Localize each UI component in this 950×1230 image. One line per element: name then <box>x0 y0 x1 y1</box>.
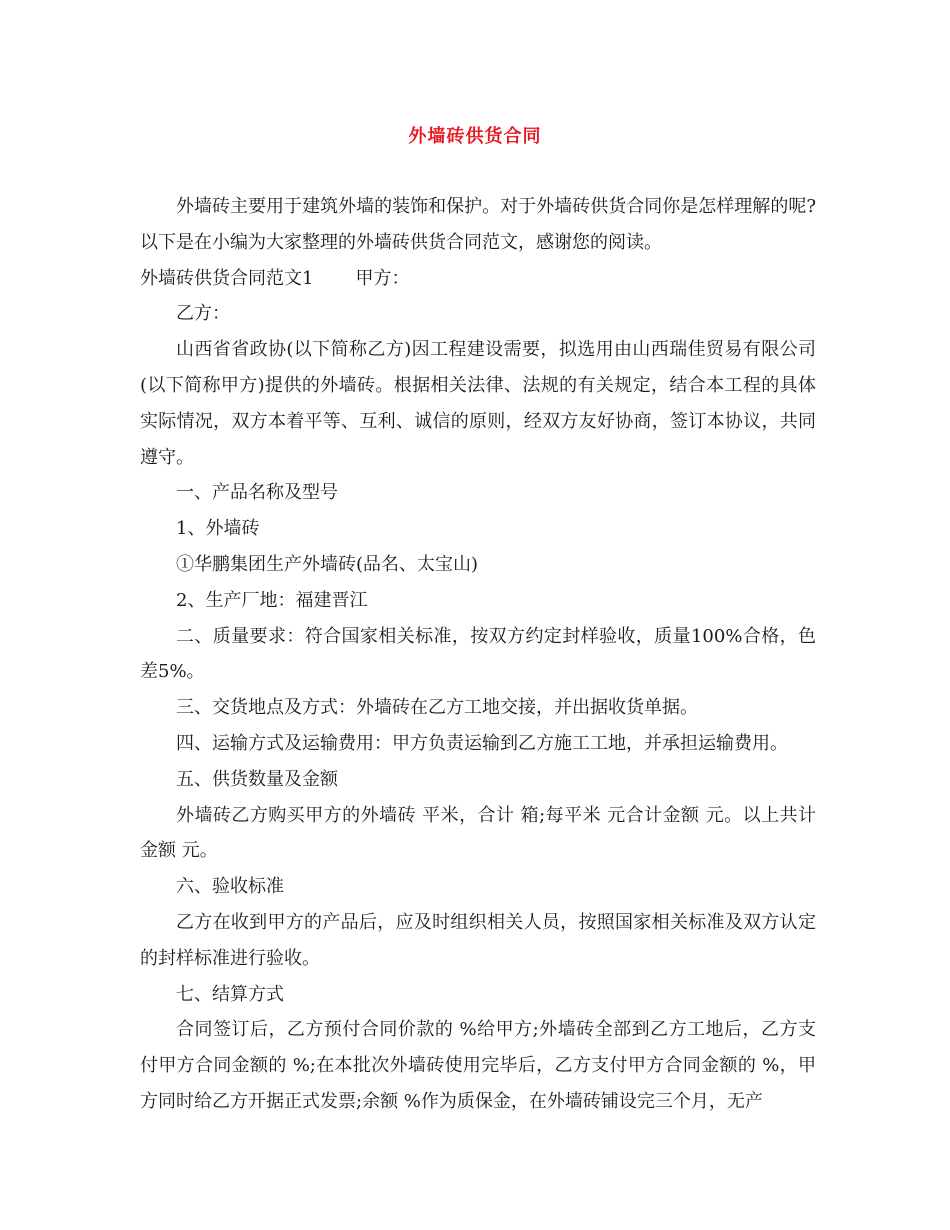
section-7-heading: 七、结算方式 <box>176 983 284 1005</box>
section-5-heading: 五、供货数量及金额 <box>176 768 338 790</box>
section-4-paragraph: 四、运输方式及运输费用：甲方负责运输到乙方施工工地，并承担运输费用。 <box>176 732 788 754</box>
section-1-item-2: 2、生产厂地：福建晋江 <box>176 589 368 611</box>
party-a-label: 甲方： <box>355 267 410 289</box>
party-b-label: 乙方： <box>176 303 230 325</box>
section-3-paragraph: 三、交货地点及方式：外墙砖在乙方工地交接，并出据收货单据。 <box>176 697 698 719</box>
document-title: 外墙砖供货合同 <box>408 126 542 147</box>
section-1-heading: 一、产品名称及型号 <box>176 482 338 504</box>
section-5-paragraph: 外墙砖乙方购买甲方的外墙砖 平米，合计 箱;每平米 元合计金额 元。以上共计金额 元。 <box>140 804 816 862</box>
section-1-item-1: 1、外墙砖 <box>176 518 260 540</box>
document-body <box>140 189 816 1120</box>
section-7-paragraph: 合同签订后，乙方预付合同价款的 %给甲方;外墙砖全部到乙方工地后，乙方支付甲方合同金额的 %;在本批次外墙砖使用完毕后，乙方支付甲方合同金额的 %，甲方同时给乙方开据正式发票;余额 %作为质保金，在外墙砖铺设完三个月，无产 <box>140 1019 816 1112</box>
section-6-paragraph: 乙方在收到甲方的产品后，应及时组织相关人员，按照国家相关标准及双方认定的封样标准进行验收。 <box>140 911 816 969</box>
section-1-item-1-detail: ①华鹏集团生产外墙砖(品名、太宝山) <box>176 553 479 575</box>
sample-heading: 外墙砖供货合同范文1 <box>140 267 314 289</box>
section-6-heading: 六、验收标准 <box>176 876 284 898</box>
section-2-paragraph: 二、质量要求：符合国家相关标准，按双方约定封样验收，质量100%合格，色差5%。 <box>140 625 816 683</box>
preamble-paragraph: 山西省省政协(以下简称乙方)因工程建设需要，拟选用由山西瑞佳贸易有限公司(以下简称甲方)提供的外墙砖。根据相关法律、法规的有关规定，结合本工程的具体实际情况，双方本着平等、互利、诚信的原则，经双方友好协商，签订本协议，共同遵守。 <box>140 339 816 468</box>
intro-paragraph: 外墙砖主要用于建筑外墙的装饰和保护。对于外墙砖供货合同你是怎样理解的呢?以下是在小编为大家整理的外墙砖供货合同范文，感谢您的阅读。 <box>140 196 816 253</box>
sample-heading-line <box>140 261 816 297</box>
